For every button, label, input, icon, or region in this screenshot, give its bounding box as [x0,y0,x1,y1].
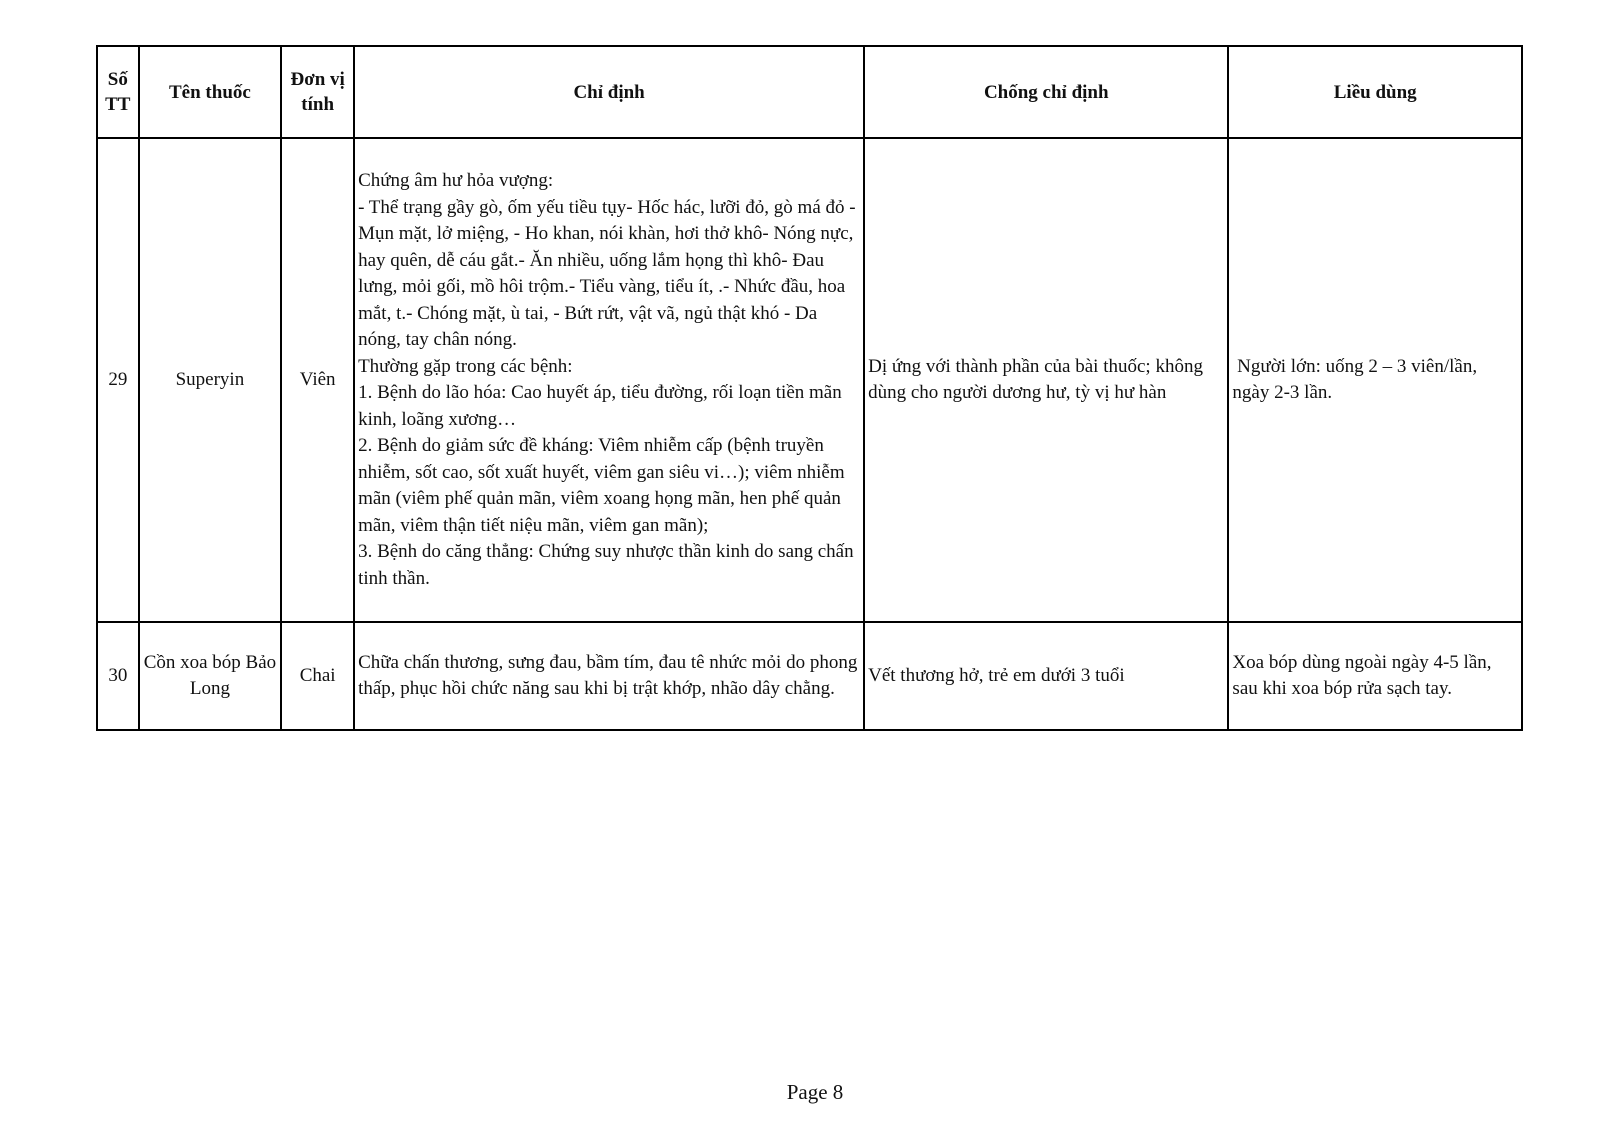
cell-unit: Chai [281,622,354,730]
indication-line: Thường gặp trong các bệnh: [358,355,573,377]
cell-name: Cồn xoa bóp Bảo Long [139,622,282,730]
indication-line: Chữa chấn thương, sưng đau, bầm tím, đau tê nhức mỏi do phong thấp, phục hồi chức năng sau khi bị trật khớp, nhão dây chằng. [358,651,858,699]
table-row [97,138,1522,622]
cell-contraindication: Vết thương hở, trẻ em dưới 3 tuổi [864,622,1228,730]
header-indication: Chỉ định [354,46,864,138]
header-name: Tên thuốc [139,46,282,138]
page-number: Page 8 [786,1080,844,1104]
cell-unit: Viên [281,138,354,622]
medicine-table [96,45,1523,731]
indication-line: Chứng âm hư hỏa vượng: [358,170,554,191]
cell-stt: 29 [97,138,139,622]
header-dosage: Liều dùng [1228,46,1522,138]
cell-name: Superyin [139,138,282,622]
header-stt: Số TT [97,46,139,138]
indication-line: 2. Bệnh do giảm sức đề kháng: Viêm nhiễm cấp (bệnh truyền nhiễm, sốt cao, sốt xuất huyết, viêm gan siêu vi…); viêm nhiễm mãn (viêm phế quản mãn, viêm xoang họng mãn, hen phế quản mãn, viêm thận tiết niệu mãn, viêm gan mãn); [358,435,845,536]
table-header [97,46,1522,138]
table-body [97,138,1522,730]
indication-line: 3. Bệnh do căng thẳng: Chứng suy nhược thần kinh do sang chấn tinh thần. [358,541,854,589]
header-unit: Đơn vị tính [281,46,354,138]
cell-dosage: Người lớn: uống 2 – 3 viên/lần, ngày 2-3 lần. [1228,138,1522,622]
indication-line: 1. Bệnh do lão hóa: Cao huyết áp, tiểu đường, rối loạn tiền mãn kinh, loãng xương… [358,382,842,430]
indication-line: - Thể trạng gầy gò, ốm yếu tiều tụy- Hốc hác, lưỡi đỏ, gò má đỏ - Mụn mặt, lở miệng, - Ho khan, nói khàn, hơi thở khô- Nóng nực, hay quên, dễ cáu gắt.- Ăn nhiều, uống lắm họng thì khô- Đau lưng, mỏi gối, mồ hôi trộm.- Tiểu vàng, tiểu ít, .- Nhức đầu, hoa mắt, t.- Chóng mặt, ù tai, - Bứt rứt, vật vã, ngủ thật khó - Da nóng, tay chân nóng. [358,196,856,350]
header-contraindication: Chống chỉ định [864,46,1228,138]
cell-indication [354,138,864,622]
cell-stt: 30 [97,622,139,730]
cell-dosage: Xoa bóp dùng ngoài ngày 4-5 lần, sau khi xoa bóp rửa sạch tay. [1228,622,1522,730]
cell-contraindication: Dị ứng với thành phần của bài thuốc; không dùng cho người dương hư, tỳ vị hư hàn [864,138,1228,622]
table-row [97,622,1522,730]
header-row [97,46,1522,138]
cell-indication [354,622,864,730]
